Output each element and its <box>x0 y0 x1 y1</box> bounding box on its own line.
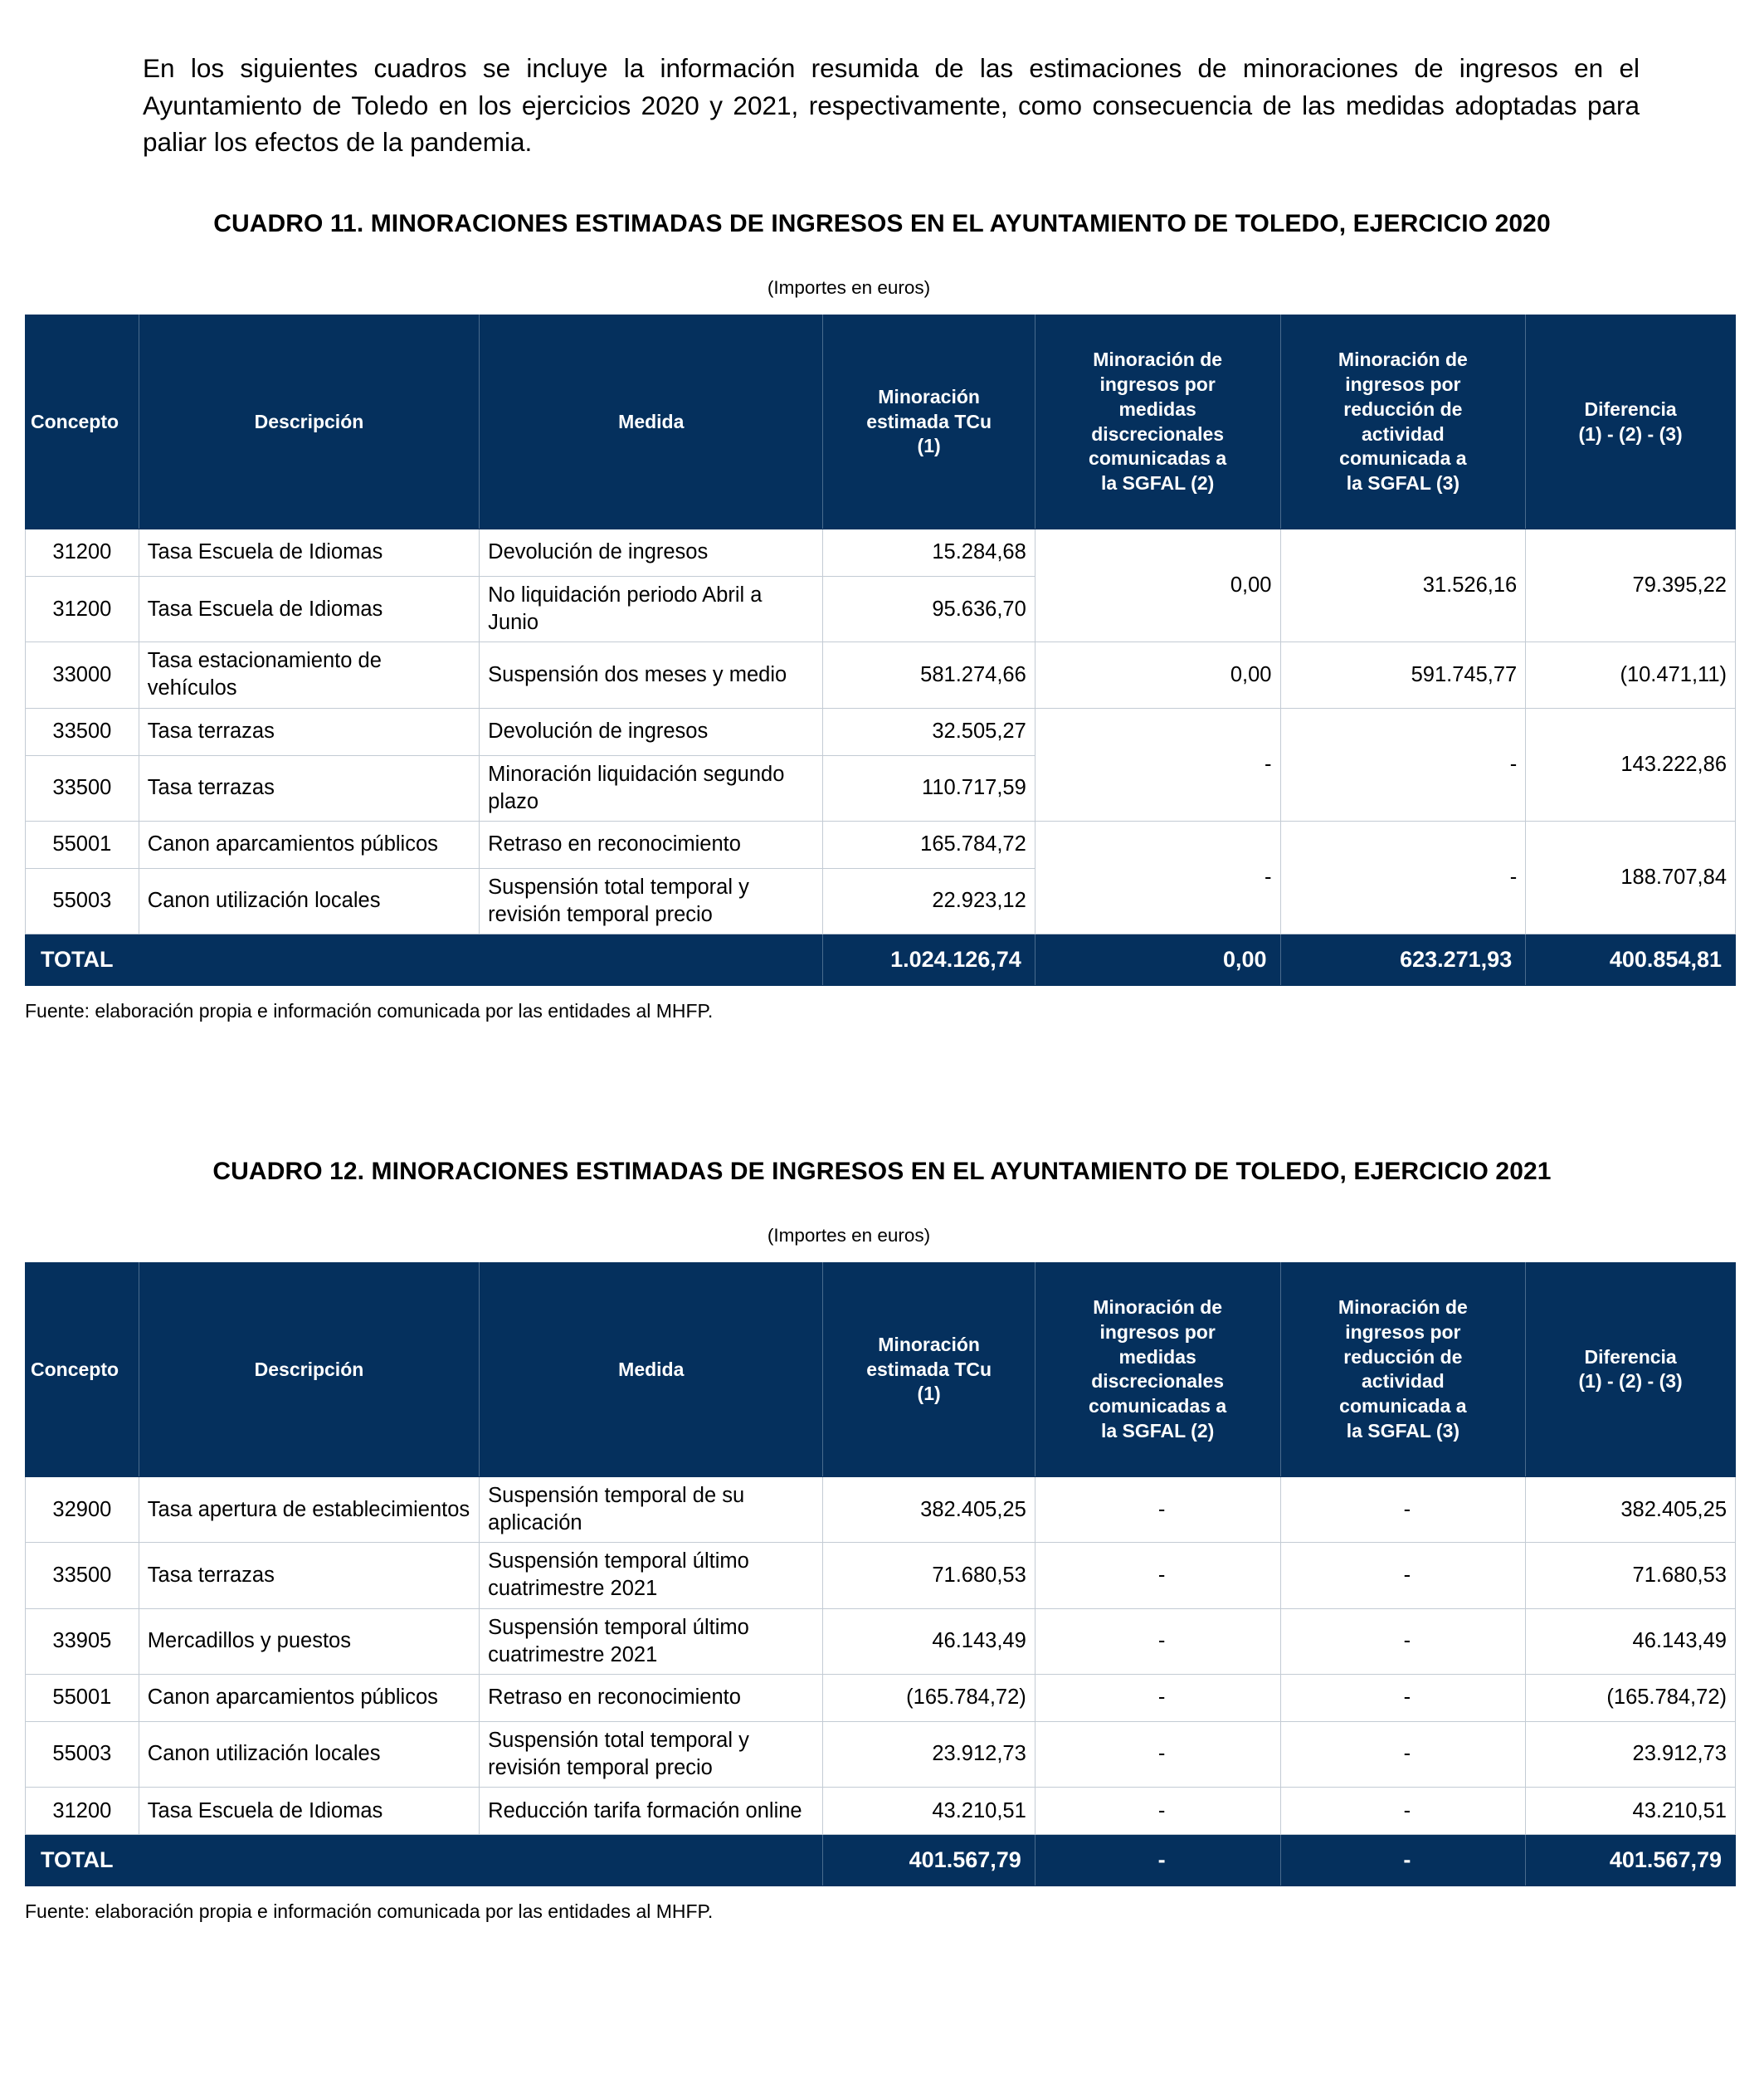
cuadro-11-table <box>25 315 1736 986</box>
column-header-medida: Medida <box>480 315 823 529</box>
cuadro-12-source-note: Fuente: elaboración propia e información comunicada por las entidades al MHFP. <box>25 1900 714 1923</box>
header-line: (1) <box>917 1383 941 1405</box>
header-line: comunicada a <box>1339 1395 1467 1417</box>
header-line: ingresos por <box>1099 373 1216 395</box>
cell-medida: Suspensión temporal último cuatrimestre 2021 <box>480 1608 823 1674</box>
total-label: TOTAL <box>26 1835 823 1886</box>
table-total-row <box>26 934 1736 986</box>
cell-descripcion: Canon utilización locales <box>139 868 479 934</box>
cell-concepto: 55001 <box>26 821 139 868</box>
cell-discrecionales: - <box>1035 1674 1280 1721</box>
table-row <box>26 529 1736 577</box>
cell-minoracion-tcu: 15.284,68 <box>823 529 1035 577</box>
cell-medida: Retraso en reconocimiento <box>480 1674 823 1721</box>
table-row <box>26 1608 1736 1674</box>
header-line: comunicada a <box>1339 447 1467 470</box>
cell-discrecionales: - <box>1035 1608 1280 1674</box>
header-line: reducción de <box>1343 1345 1463 1368</box>
header-line: la SGFAL (2) <box>1100 1420 1215 1442</box>
header-line: la SGFAL (3) <box>1346 472 1460 495</box>
cell-descripcion: Canon utilización locales <box>139 1721 479 1787</box>
header-line: Diferencia <box>1584 398 1677 420</box>
cell-reduccion: - <box>1280 708 1526 821</box>
cell-medida: Devolución de ingresos <box>480 529 823 577</box>
cell-discrecionales: 0,00 <box>1035 642 1280 708</box>
cell-concepto: 33905 <box>26 1608 139 1674</box>
cell-diferencia: (10.471,11) <box>1526 642 1736 708</box>
total-diferencia: 400.854,81 <box>1526 934 1736 986</box>
column-header-discrecionales <box>1035 315 1280 529</box>
cell-reduccion: - <box>1280 821 1526 934</box>
header-line: la SGFAL (3) <box>1346 1420 1460 1442</box>
cell-diferencia: 79.395,22 <box>1526 529 1736 642</box>
cell-discrecionales: - <box>1035 821 1280 934</box>
cuadro-12-block <box>0 1155 1764 1925</box>
cell-diferencia: 23.912,73 <box>1526 1721 1736 1787</box>
cell-diferencia: (165.784,72) <box>1526 1674 1736 1721</box>
total-minoracion-tcu: 1.024.126,74 <box>823 934 1035 986</box>
cell-concepto: 31200 <box>26 1788 139 1835</box>
cell-medida: Minoración liquidación segundo plazo <box>480 755 823 821</box>
cell-reduccion: - <box>1280 1721 1526 1787</box>
column-header-concepto: Concepto <box>26 315 139 529</box>
cell-discrecionales: - <box>1035 1543 1280 1608</box>
cell-diferencia: 382.405,25 <box>1526 1476 1736 1542</box>
header-line: estimada TCu <box>866 410 992 432</box>
header-line: ingresos por <box>1099 1320 1216 1343</box>
cell-minoracion-tcu: 22.923,12 <box>823 868 1035 934</box>
cell-reduccion: - <box>1280 1674 1526 1721</box>
table-row <box>26 708 1736 755</box>
cell-minoracion-tcu: 71.680,53 <box>823 1543 1035 1608</box>
header-line: (1) - (2) - (3) <box>1578 422 1683 445</box>
cell-minoracion-tcu: 95.636,70 <box>823 577 1035 642</box>
cell-descripcion: Tasa estacionamiento de vehículos <box>139 642 479 708</box>
header-line: Minoración de <box>1093 1295 1223 1318</box>
cell-concepto: 31200 <box>26 529 139 577</box>
table-row <box>26 642 1736 708</box>
cell-minoracion-tcu: 23.912,73 <box>823 1721 1035 1787</box>
column-header-diferencia <box>1526 315 1736 529</box>
cell-descripcion: Canon aparcamientos públicos <box>139 1674 479 1721</box>
intro-paragraph: En los siguientes cuadros se incluye la información resumida de las estimaciones de minoraciones de ingresos en el Ayuntamiento de Toledo en los ejercicios 2020 y 2021, respectivamente, como consecuencia de las medidas adoptadas para paliar los efectos de la pandemia. <box>143 53 1640 158</box>
cell-diferencia: 71.680,53 <box>1526 1543 1736 1608</box>
cell-medida: No liquidación periodo Abril a Junio <box>480 577 823 642</box>
total-label: TOTAL <box>26 934 823 986</box>
cell-concepto: 55001 <box>26 1674 139 1721</box>
cell-concepto: 32900 <box>26 1476 139 1542</box>
header-line: (1) - (2) - (3) <box>1578 1370 1683 1393</box>
cell-diferencia: 43.210,51 <box>1526 1788 1736 1835</box>
header-line: medidas <box>1118 398 1196 420</box>
cell-concepto: 55003 <box>26 1721 139 1787</box>
header-line: discrecionales <box>1091 1370 1225 1393</box>
cuadro-12-units-note: (Importes en euros) <box>767 1224 931 1246</box>
header-line: discrecionales <box>1091 422 1225 445</box>
column-header-concepto: Concepto <box>26 1262 139 1476</box>
column-header-descripcion: Descripción <box>139 1262 479 1476</box>
cell-reduccion: - <box>1280 1788 1526 1835</box>
column-header-reduccion-actividad <box>1280 1262 1526 1476</box>
cell-discrecionales: - <box>1035 1721 1280 1787</box>
table-row <box>26 821 1736 868</box>
total-reduccion: 623.271,93 <box>1280 934 1526 986</box>
cell-discrecionales: - <box>1035 708 1280 821</box>
header-line: estimada TCu <box>866 1358 992 1380</box>
cell-medida: Suspensión temporal de su aplicación <box>480 1476 823 1542</box>
column-header-diferencia <box>1526 1262 1736 1476</box>
cell-medida: Suspensión temporal último cuatrimestre 2021 <box>480 1543 823 1608</box>
table-header-row <box>26 315 1736 529</box>
header-line: comunicadas a <box>1089 1395 1227 1417</box>
table-total-row <box>26 1835 1736 1886</box>
column-header-discrecionales <box>1035 1262 1280 1476</box>
header-line: actividad <box>1362 1370 1445 1393</box>
cell-descripcion: Tasa terrazas <box>139 755 479 821</box>
cell-medida: Retraso en reconocimiento <box>480 821 823 868</box>
cell-concepto: 33500 <box>26 755 139 821</box>
header-line: Minoración de <box>1338 1295 1468 1318</box>
total-discrecionales: 0,00 <box>1035 934 1280 986</box>
header-line: ingresos por <box>1345 373 1461 395</box>
cell-descripcion: Canon aparcamientos públicos <box>139 821 479 868</box>
cell-concepto: 33500 <box>26 1543 139 1608</box>
column-header-minoracion-tcu <box>823 315 1035 529</box>
cuadro-11-units-note: (Importes en euros) <box>767 277 931 299</box>
table-row <box>26 1476 1736 1542</box>
table-header-row <box>26 1262 1736 1476</box>
header-line: Minoración de <box>1093 348 1223 370</box>
cell-minoracion-tcu: 43.210,51 <box>823 1788 1035 1835</box>
cell-descripcion: Tasa terrazas <box>139 1543 479 1608</box>
cuadro-11-block <box>0 207 1764 1024</box>
cell-minoracion-tcu: 382.405,25 <box>823 1476 1035 1542</box>
total-reduccion: - <box>1280 1835 1526 1886</box>
table-row <box>26 1674 1736 1721</box>
cell-descripcion: Mercadillos y puestos <box>139 1608 479 1674</box>
table-row <box>26 1788 1736 1835</box>
cell-discrecionales: - <box>1035 1476 1280 1542</box>
column-header-reduccion-actividad <box>1280 315 1526 529</box>
total-minoracion-tcu: 401.567,79 <box>823 1835 1035 1886</box>
cell-descripcion: Tasa Escuela de Idiomas <box>139 577 479 642</box>
cell-concepto: 31200 <box>26 577 139 642</box>
cell-minoracion-tcu: 32.505,27 <box>823 708 1035 755</box>
cell-concepto: 55003 <box>26 868 139 934</box>
cell-reduccion: 31.526,16 <box>1280 529 1526 642</box>
cell-medida: Devolución de ingresos <box>480 708 823 755</box>
cuadro-11-title: CUADRO 11. MINORACIONES ESTIMADAS DE INGRESOS EN EL AYUNTAMIENTO DE TOLEDO, EJERCICIO 2020 <box>213 210 1551 238</box>
cell-descripcion: Tasa Escuela de Idiomas <box>139 1788 479 1835</box>
cuadro-11-source-note: Fuente: elaboración propia e información comunicada por las entidades al MHFP. <box>25 1000 714 1022</box>
cell-descripcion: Tasa terrazas <box>139 708 479 755</box>
cell-reduccion: - <box>1280 1543 1526 1608</box>
table-row <box>26 1721 1736 1787</box>
cuadro-12-title: CUADRO 12. MINORACIONES ESTIMADAS DE INGRESOS EN EL AYUNTAMIENTO DE TOLEDO, EJERCICIO 2021 <box>212 1158 1552 1186</box>
cell-minoracion-tcu: 110.717,59 <box>823 755 1035 821</box>
column-header-medida: Medida <box>480 1262 823 1476</box>
cell-concepto: 33500 <box>26 708 139 755</box>
cell-diferencia: 143.222,86 <box>1526 708 1736 821</box>
cell-descripcion: Tasa Escuela de Idiomas <box>139 529 479 577</box>
cell-medida: Suspensión total temporal y revisión temporal precio <box>480 868 823 934</box>
column-header-descripcion: Descripción <box>139 315 479 529</box>
header-line: Minoración de <box>1338 348 1468 370</box>
header-line: comunicadas a <box>1089 447 1227 470</box>
total-discrecionales: - <box>1035 1835 1280 1886</box>
header-line: ingresos por <box>1345 1320 1461 1343</box>
cell-descripcion: Tasa apertura de establecimientos <box>139 1476 479 1542</box>
cell-discrecionales: - <box>1035 1788 1280 1835</box>
cell-minoracion-tcu: 46.143,49 <box>823 1608 1035 1674</box>
cell-concepto: 33000 <box>26 642 139 708</box>
header-line: medidas <box>1118 1345 1196 1368</box>
header-line: Diferencia <box>1584 1345 1677 1368</box>
cell-minoracion-tcu: 581.274,66 <box>823 642 1035 708</box>
cell-reduccion: - <box>1280 1476 1526 1542</box>
header-line: la SGFAL (2) <box>1100 472 1215 495</box>
cuadro-12-table <box>25 1262 1736 1886</box>
header-line: actividad <box>1362 422 1445 445</box>
cell-diferencia: 46.143,49 <box>1526 1608 1736 1674</box>
cell-minoracion-tcu: 165.784,72 <box>823 821 1035 868</box>
cell-minoracion-tcu: (165.784,72) <box>823 1674 1035 1721</box>
total-diferencia: 401.567,79 <box>1526 1835 1736 1886</box>
table-row <box>26 1543 1736 1608</box>
header-line: Minoración <box>878 1333 980 1355</box>
cell-discrecionales: 0,00 <box>1035 529 1280 642</box>
header-line: reducción de <box>1343 398 1463 420</box>
cell-medida: Suspensión dos meses y medio <box>480 642 823 708</box>
header-line: (1) <box>917 435 941 457</box>
column-header-minoracion-tcu <box>823 1262 1035 1476</box>
cell-reduccion: - <box>1280 1608 1526 1674</box>
cell-diferencia: 188.707,84 <box>1526 821 1736 934</box>
cell-medida: Reducción tarifa formación online <box>480 1788 823 1835</box>
header-line: Minoración <box>878 385 980 407</box>
cell-medida: Suspensión total temporal y revisión temporal precio <box>480 1721 823 1787</box>
cell-reduccion: 591.745,77 <box>1280 642 1526 708</box>
